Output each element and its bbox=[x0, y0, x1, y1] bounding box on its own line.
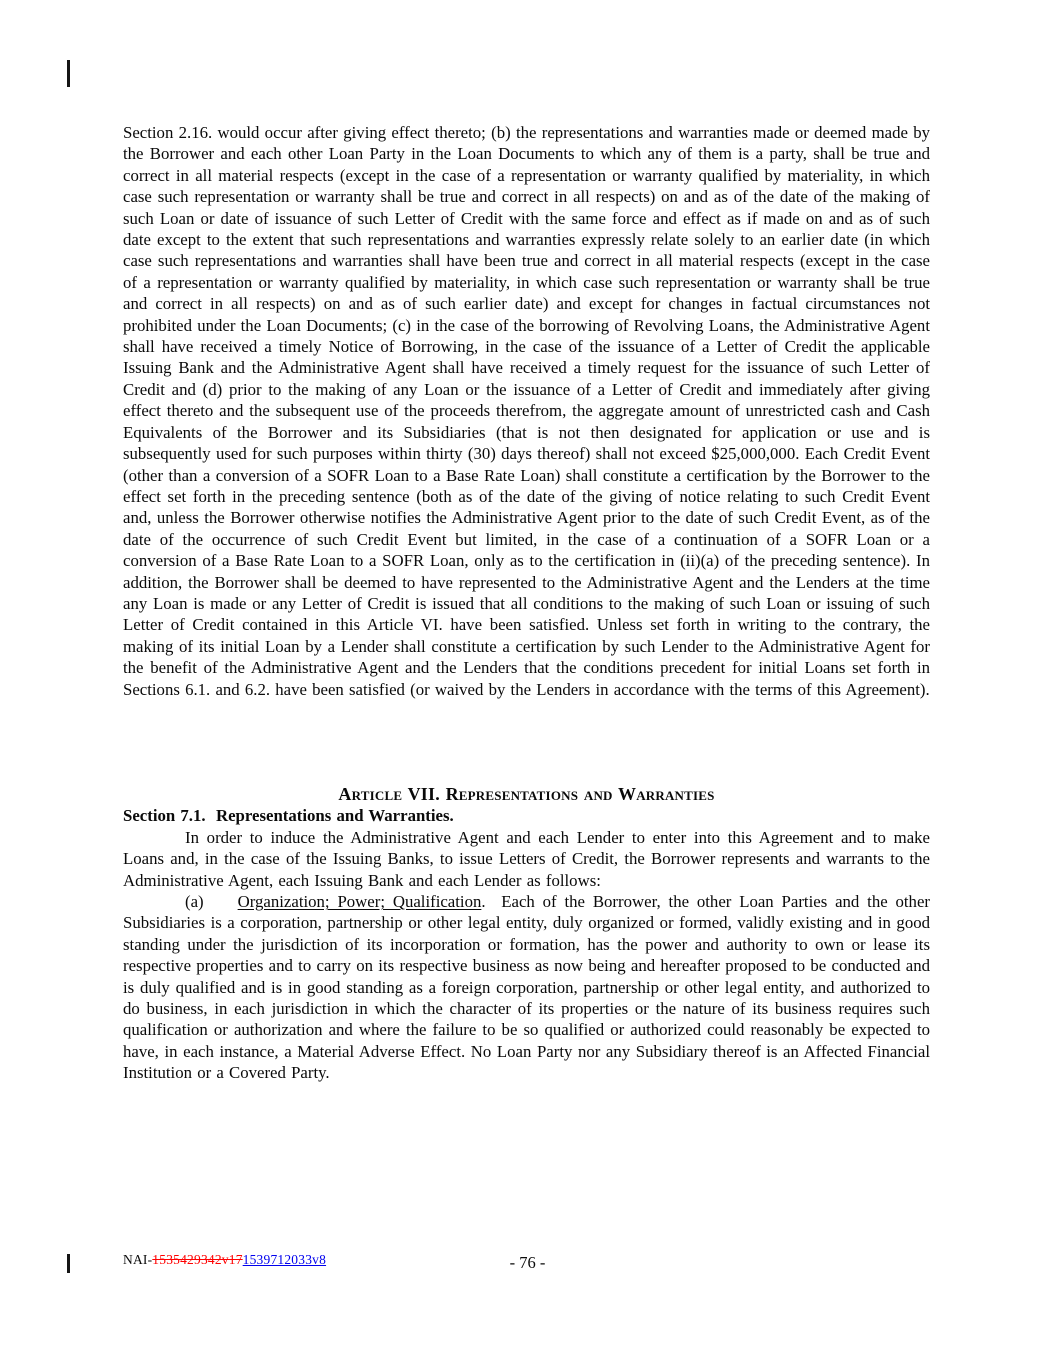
page-number: - 76 - bbox=[509, 1253, 546, 1272]
clause-a-title-underlined: Organization; Power; Qualification bbox=[237, 892, 482, 912]
doc-id-prefix: NAI- bbox=[123, 1252, 153, 1267]
doc-id-inserted: 1539712033v8 bbox=[242, 1252, 327, 1267]
clause-a-body: . Each of the Borrower, the other Loan Parties and the other Subsidiaries is a corporation, partnership or other legal entity, duly organized or formed, validly existing and in good standing under the jurisdiction of its incorporation or formation, has the power and authority to own or lease its respective properties and to carry on its respective business as now being and hereafter proposed to be conducted and is duly qualified and is in good standing as a foreign corporation, partnership or other legal entity, and authorized to do business, in each jurisdiction in which the character of its properties or the nature of its business requires such qualification or authorization and where the failure to be so qualified or authorized could reasonably be expected to have, in each instance, a Material Adverse Effect. No Loan Party nor any Subsidiary thereof is an Affected Financial Institution or a Covered Party. bbox=[123, 892, 930, 1083]
doc-id-deleted: 1535429342v17 bbox=[152, 1252, 243, 1267]
document-body bbox=[123, 122, 930, 1084]
clause-a-label: (a) bbox=[185, 892, 204, 912]
clause-a-paragraph bbox=[123, 891, 930, 1084]
intro-paragraph: In order to induce the Administrative Agent and each Lender to enter into this Agreement and to make Loans and, in the case of the Issuing Banks, to issue Letters of Credit, the Borrower represents and warrants to the Administrative Agent, each Issuing Bank and each Lender as follows: bbox=[123, 827, 930, 890]
article-heading: Article VII. Representations and Warranties bbox=[338, 784, 715, 804]
continuation-paragraph: Section 2.16. would occur after giving effect thereto; (b) the representations and warranties made or deemed made by the Borrower and each other Loan Party in the Loan Documents to which any of them is a party, shall be true and correct in all material respects (except in the case of a representation or warranty qualified by materiality, in which case such representation or warranty shall be true and correct in all respects) on and as of the date of the making of such Loan or date of issuance of such Letter of Credit with the same force and effect as if made on and as of such date except to the extent that such representations and warranties expressly relate solely to an earlier date (in which case such representations and warranties shall have been true and correct in all material respects (except in the case of a representation or warranty qualified by materiality, in which case such representation or warranty shall be true and correct in all respects) on and as of such earlier date) and except for changes in factual circumstances not prohibited under the Loan Documents; (c) in the case of the borrowing of Revolving Loans, the Administrative Agent shall have received a timely Notice of Borrowing, in the case of the issuance of a Letter of Credit the applicable Issuing Bank and the Administrative Agent shall have received a timely request for the issuance of such Letter of Credit and (d) prior to the making of any Loan or the issuance of a Letter of Credit and immediately after giving effect thereto and the subsequent use of the proceeds therefrom, the aggregate amount of unrestricted cash and Cash Equivalents of the Borrower and its Subsidiaries (that is not then designated for application or use and is subsequently used for such purposes within thirty (30) days thereof) shall not exceed $25,000,000. Each Credit Event (other than a conversion of a SOFR Loan to a Base Rate Loan) shall constitute a certification by the Borrower to the effect set forth in the preceding sentence (both as of the date of the giving of notice relating to such Credit Event and, unless the Borrower otherwise notifies the Administrative Agent prior to the date of such Credit Event, as of the date of the occurrence of such Credit Event but limited, in the case of a continuation of a SOFR Loan or a conversion of a Base Rate Loan to a SOFR Loan, only as to the certification in (ii)(a) of the preceding sentence). In addition, the Borrower shall be deemed to have represented to the Administrative Agent and the Lenders at the time any Loan is made or any Letter of Credit is issued that all conditions to the making of such Loan or issuing of such Letter of Credit contained in this Article VI. have been satisfied. Unless set forth in writing to the contrary, the making of its initial Loan by a Lender shall constitute a certification by such Lender to the Administrative Agent for the benefit of the Administrative Agent and the Lenders that the conditions precedent for initial Loans set forth in Sections 6.1. and 6.2. have been satisfied (or waived by the Lenders in accordance with the terms of this Agreement). bbox=[123, 123, 930, 699]
revision-change-bar-top bbox=[67, 60, 70, 87]
section-heading: Section 7.1. Representations and Warranties. bbox=[123, 806, 454, 826]
